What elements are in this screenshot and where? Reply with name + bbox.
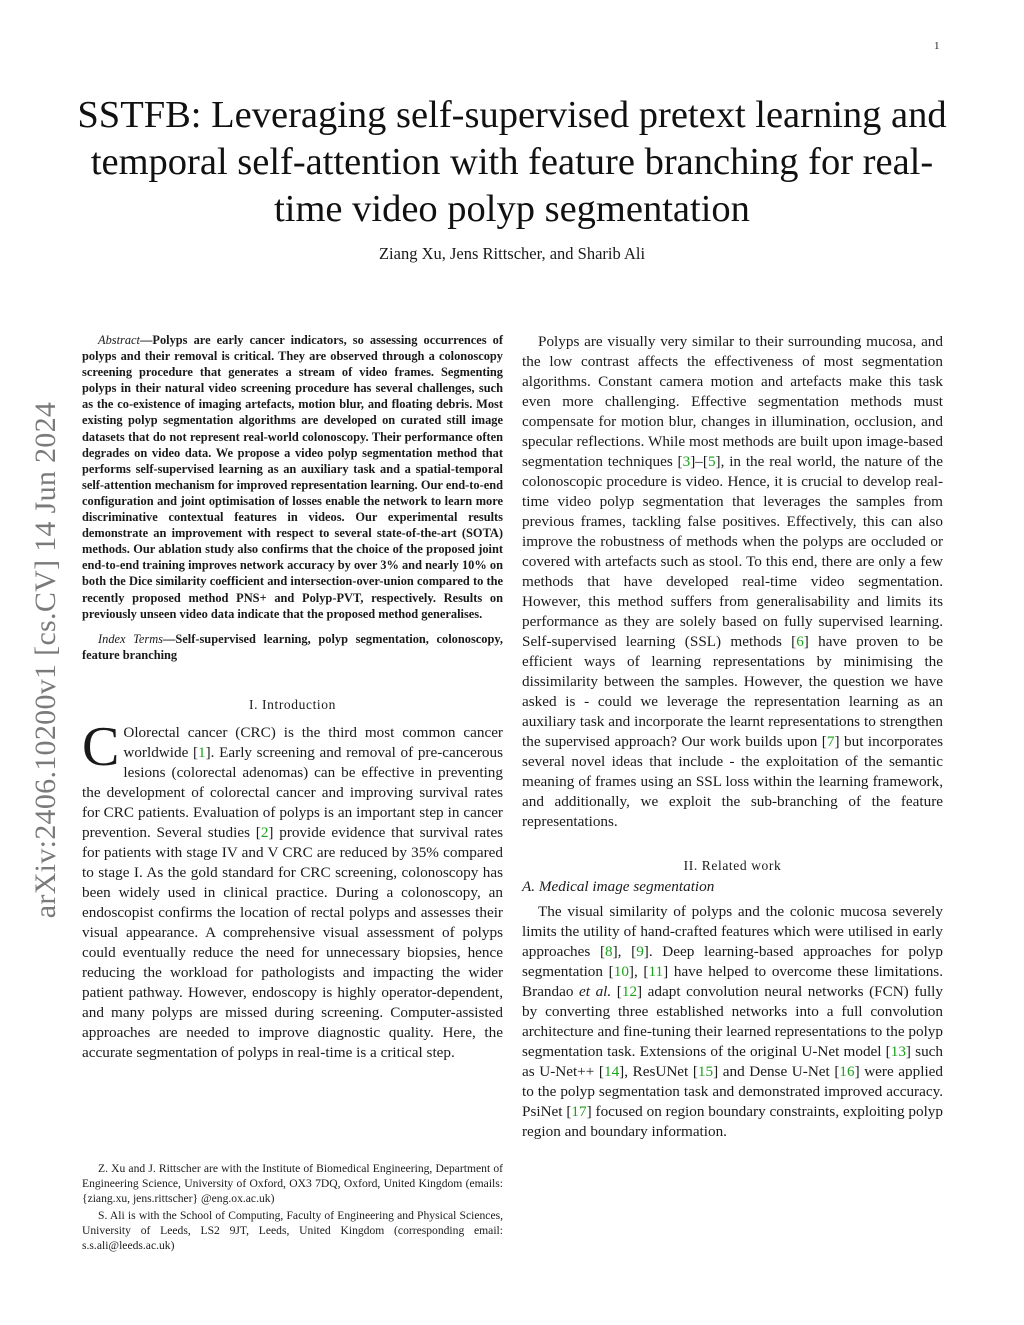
section-heading-introduction: I. Introduction	[249, 696, 336, 712]
citation-link[interactable]: 15	[697, 1063, 714, 1080]
citation-link[interactable]: 7	[826, 733, 835, 750]
introduction-paragraph: C Olorectal cancer (CRC) is the third most common cancer worldwide [1]. Early screening and removal of pre-cancerous lesions (colorectal adenomas) can be effective in preventing the development of colorectal cancer and improving survival rates for CRC patients. Evaluation of polyps is an important step in cancer prevention. Several studies [2] provide evidence that survival rates for patients with stage IV and V CRC are reduced by 35% compared to stage I. As the gold standard for CRC screening, colonoscopy has been widely used in clinical practice. During a colonoscopy, an endoscopist confirms the location of rectal polyps and assesses their visual appearance. A comprehensive visual assessment of polyps could eventually reduce the need for unnecessary biopsies, hence reducing the workload for pathologists and impacting the wider patient pathway. However, endoscopy is highly operator-dependent, and many polyps are missed during screening. Computer-assisted approaches are needed to improve diagnostic quality. Here, the accurate segmentation of polyps in real-time is a critical step.	[82, 715, 503, 1061]
abstract-text: —Polyps are early cancer indicators, so assessing occurrences of polyps and their removal is critical. They are observed through a colonoscopy screening procedure that generates a stream of video frames. Segmenting polyps in their natural video screening procedure has several challenges, such as the co-existence of imaging artefacts, motion blur, and floating debris. Most existing polyp segmentation algorithms are developed on curated still image datasets that do not represent real-world colonoscopy. Their performance often degrades on video data. We propose a video polyp segmentation method that performs self-supervised learning as an auxiliary task and a spatial-temporal self-attention mechanism for improved representation learning. Our end-to-end configuration and joint optimisation of losses enable the network to learn more discriminative contextual features in videos. Our experimental results demonstrate an improvement with respect to several state-of-the-art (SOTA) methods. Our ablation study also confirms that the choice of the proposed joint end-to-end training improves network accuracy by over 3% and nearly 10% on both the Dice similarity coefficient and intersection-over-union compared to the recently proposed method PNS+ and Polyp-PVT, respectively. Results on previously unseen video data indicate that the proposed method generalises.	[82, 333, 503, 621]
right-column	[522, 332, 943, 1142]
citation-link[interactable]: 9	[636, 943, 644, 960]
citation-link[interactable]: 6	[796, 633, 804, 650]
citation-link[interactable]: 16	[839, 1063, 855, 1080]
paper-title: SSTFB: Leveraging self-supervised pretext learning and temporal self-attention with feature branching for real-time video polyp segmentation	[77, 94, 947, 230]
subsection-heading-medical-segmentation: A. Medical image segmentation	[522, 878, 715, 895]
citation-link[interactable]: 8	[605, 943, 613, 960]
index-terms	[82, 631, 503, 663]
citation-link[interactable]: 3	[682, 453, 691, 470]
citation-link[interactable]: 17	[571, 1103, 587, 1120]
citation-link[interactable]: 12	[621, 983, 638, 1000]
citation-link[interactable]: 2	[260, 823, 269, 841]
citation-link[interactable]: 11	[648, 963, 664, 980]
footnote-affiliation-leeds: S. Ali is with the School of Computing, Faculty of Engineering and Physical Sciences, University of Leeds, LS2 9JT, Leeds, United Kingdom (corresponding email: s.s.ali@leeds.ac.uk)	[82, 1209, 503, 1252]
drop-cap: C	[82, 715, 120, 778]
index-terms-label: Index Terms	[98, 631, 163, 646]
arxiv-identifier: arXiv:2406.10200v1 [cs.CV] 14 Jun 2024	[29, 401, 62, 919]
abstract-label: Abstract	[98, 333, 140, 347]
citation-link[interactable]: 10	[613, 963, 629, 980]
index-terms-text: —Self-supervised learning, polyp segmentation, colonoscopy, feature branching	[82, 631, 503, 662]
section-heading-related-work: II. Related work	[683, 858, 782, 873]
author-list: Ziang Xu, Jens Rittscher, and Sharib Ali	[378, 244, 646, 263]
citation-link[interactable]: 1	[198, 743, 206, 761]
citation-link[interactable]: 14	[603, 1063, 620, 1080]
related-work-paragraph: The visual similarity of polyps and the colonic mucosa severely limits the utility of hand-crafted features which were utilised in early approaches [8], [9]. Deep learning-based approaches for polyp segmentation [10], [11] have helped to overcome these limitations. Brandao et al. [12] adapt convolution neural networks (FCN) fully by converting three established networks into a full convolution architecture and fine-tuning their learned representations to the polyp segmentation task. Extensions of the original U-Net model [13] such as U-Net++ [14], ResUNet [15] and Dense U-Net [16] were applied to the polyp segmentation task and demonstrated improved accuracy. PsiNet [17] focused on region boundary constraints, exploiting polyp region and boundary information.	[522, 903, 944, 1140]
page-number: 1	[934, 40, 940, 52]
footnotes	[82, 1161, 503, 1253]
left-column	[82, 332, 503, 1063]
introduction-paragraph: Polyps are visually very similar to their surrounding mucosa, and the low contrast affects the effectiveness of most segmentation algorithms. Constant camera motion and artefacts make this task even more challenging. Effective segmentation methods must compensate for motion blur, changes in illumination, occlusion, and specular reflections. While most methods are built upon image-based segmentation techniques [3]–[5], in the real world, the nature of the colonoscopic procedure is video. Hence, it is crucial to develop real-time video polyp segmentation that leverages the samples from previous frames, tackling false positives. Effectively, this can also improve the robustness of methods when the polyps are occluded or covered with artefacts such as stool. To this end, there are only a few methods that have developed real-time video segmentation. However, this method suffers from generalisability and limits its performance as they are solely based on fully supervised learning. Self-supervised learning (SSL) methods [6] have proven to be efficient ways of learning representations by minimising the dissimilarity between the samples. However, the question we have asked is - could we leverage the representation learning as an auxiliary task and incorporate the learnt representations to strengthen the supervised approach? Our work builds upon [7] but incorporates several novel ideas that include - the exploitation of the semantic meaning of frames using an SSL loss within the learning framework, and additionally, we exploit the sub-branching of the feature representations.	[522, 333, 943, 830]
arxiv-sidebar	[28, 360, 64, 960]
citation-link[interactable]: 5	[707, 453, 716, 470]
citation-link[interactable]: 13	[890, 1043, 906, 1060]
abstract	[82, 332, 503, 622]
footnote-affiliation-oxford: Z. Xu and J. Rittscher are with the Institute of Biomedical Engineering, Department of Engineering Science, University of Oxford, OX3 7DQ, Oxford, United Kingdom (emails: {ziang.xu, jens.rittscher} @eng.ox.ac.uk)	[82, 1162, 503, 1205]
